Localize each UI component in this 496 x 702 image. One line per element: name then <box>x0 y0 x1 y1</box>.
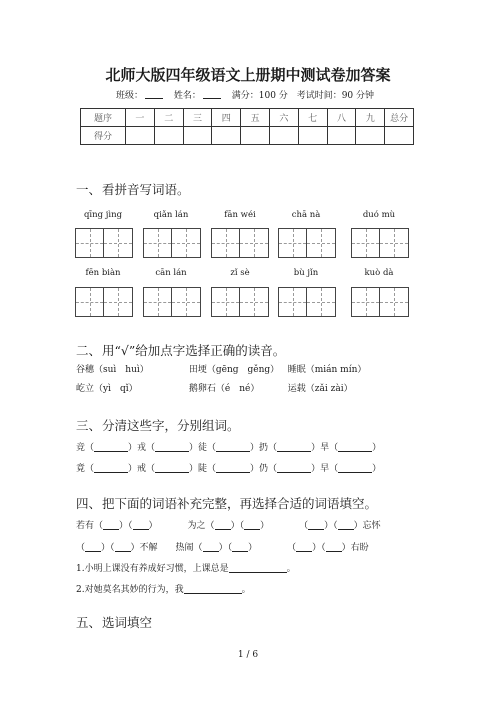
score-header-cell: 八 <box>327 109 356 127</box>
score-table-header-row <box>81 109 414 127</box>
section-number: 二、 <box>76 343 102 358</box>
score-cell[interactable] <box>327 127 356 145</box>
answer-blank[interactable] <box>338 463 372 473</box>
word-group-row <box>76 440 381 453</box>
score-cell[interactable] <box>241 127 270 145</box>
pinyin-prompt: fēn biàn <box>85 268 121 278</box>
tianzige-cell[interactable] <box>352 229 380 257</box>
char-prompt: ）仍（ <box>250 464 278 474</box>
score-header-cell: 二 <box>154 109 183 127</box>
score-cell[interactable] <box>154 127 183 145</box>
score-cell[interactable] <box>298 127 327 145</box>
reading-choice[interactable]: 鹅卵石（é né） <box>188 384 260 394</box>
word-group-row <box>76 461 381 474</box>
answer-blank[interactable] <box>155 463 189 473</box>
tianzige-box[interactable] <box>143 287 201 317</box>
pinyin-prompt: qiǎn lán <box>153 210 189 220</box>
tianzige-cell[interactable] <box>212 229 240 257</box>
idiom-blank[interactable] <box>326 542 342 552</box>
score-header-cell: 七 <box>298 109 327 127</box>
tianzige-cell[interactable] <box>76 288 104 316</box>
sentence-blank[interactable] <box>184 584 242 594</box>
section-number: 一、 <box>76 182 102 197</box>
sentence-text: 2.对她莫名其妙的行为，我 <box>76 585 184 595</box>
reading-choice[interactable]: 田埂（gēng gěng） <box>188 365 280 375</box>
pinyin-prompt: chā nà <box>291 210 321 220</box>
answer-blank[interactable] <box>216 463 250 473</box>
tianzige-cell[interactable] <box>279 288 307 316</box>
idiom-text: ）不解 <box>130 543 158 553</box>
answer-blank[interactable] <box>155 442 189 452</box>
tianzige-cell[interactable] <box>144 229 172 257</box>
tianzige-cell[interactable] <box>104 288 132 316</box>
score-cell[interactable] <box>183 127 212 145</box>
page-number: 1 / 6 <box>237 650 259 660</box>
section-title: 把下面的词语补充完整，再选择合适的词语填空。 <box>102 496 378 511</box>
char-prompt: 竟（ <box>76 464 95 474</box>
idiom-text: ）（ <box>119 521 133 531</box>
section-4-heading <box>76 494 377 512</box>
pinyin-prompt: fān wéi <box>224 210 256 220</box>
tianzige-cell[interactable] <box>352 288 380 316</box>
sentence-blank[interactable] <box>229 563 287 573</box>
score-cell[interactable] <box>385 127 414 145</box>
exam-meta <box>0 88 496 101</box>
tianzige-box[interactable] <box>351 287 409 317</box>
char-prompt: 竞（ <box>76 443 95 453</box>
exam-time: 考试时间：90 分钟 <box>296 91 375 101</box>
answer-blank[interactable] <box>277 463 311 473</box>
score-header-cell: 六 <box>269 109 298 127</box>
score-header-cell: 总分 <box>385 109 414 127</box>
pinyin-prompt: zǐ sè <box>230 268 250 278</box>
idiom-text: ）（ <box>312 543 326 553</box>
idiom-text: （ <box>76 543 86 553</box>
idiom-text: 为之（ <box>187 521 215 531</box>
idiom-blank[interactable] <box>203 542 219 552</box>
score-header-cell: 五 <box>241 109 270 127</box>
idiom-text: ）忘怀 <box>353 521 381 531</box>
reading-choice-row <box>76 381 353 394</box>
pinyin-prompt: kuò dà <box>364 268 394 278</box>
idiom-text: ） <box>148 521 158 531</box>
idiom-blank[interactable] <box>85 542 101 552</box>
score-table-score-row <box>81 127 414 145</box>
tianzige-box[interactable] <box>211 287 269 317</box>
score-table <box>80 108 414 145</box>
idiom-text: ）（ <box>324 521 338 531</box>
score-header-cell: 三 <box>183 109 212 127</box>
section-title: 选词填空 <box>102 615 153 630</box>
sentence-text: 1.小明上课没有养成好习惯，上课总是 <box>76 564 229 574</box>
score-cell[interactable] <box>269 127 298 145</box>
section-5-heading <box>76 613 152 631</box>
section-title: 分清这些字，分别组词。 <box>102 418 240 433</box>
answer-blank[interactable] <box>338 442 372 452</box>
tianzige-cell[interactable] <box>104 229 132 257</box>
tianzige-box[interactable] <box>75 287 133 317</box>
tianzige-cell[interactable] <box>240 229 268 257</box>
tianzige-cell[interactable] <box>307 229 335 257</box>
idiom-row <box>76 518 381 531</box>
tianzige-cell[interactable] <box>380 229 408 257</box>
char-prompt: ）扔（ <box>250 443 278 453</box>
tianzige-cell[interactable] <box>212 288 240 316</box>
tianzige-box[interactable] <box>351 228 409 258</box>
tianzige-cell[interactable] <box>76 229 104 257</box>
class-label: 班级： <box>115 91 143 101</box>
tianzige-cell[interactable] <box>240 288 268 316</box>
tianzige-cell[interactable] <box>172 288 200 316</box>
section-title: 用“√”给加点字选择正确的读音。 <box>102 343 286 358</box>
idiom-text: ） <box>260 521 270 531</box>
idiom-blank[interactable] <box>115 542 131 552</box>
section-number: 四、 <box>76 496 102 511</box>
char-prompt: ）旱（ <box>311 443 339 453</box>
tianzige-cell[interactable] <box>307 288 335 316</box>
reading-choice[interactable]: 谷穗（suì huì） <box>76 365 149 375</box>
char-prompt: ）早（ <box>311 464 339 474</box>
answer-blank[interactable] <box>277 442 311 452</box>
reading-choice[interactable]: 运载（zǎi zài） <box>287 384 353 394</box>
tianzige-cell[interactable] <box>279 229 307 257</box>
score-cell[interactable] <box>126 127 155 145</box>
tianzige-box[interactable] <box>143 228 201 258</box>
score-header-cell: 一 <box>126 109 155 127</box>
idiom-text: ）（ <box>101 543 115 553</box>
answer-blank[interactable] <box>216 442 250 452</box>
reading-choice[interactable]: 屹立（yì qǐ） <box>76 384 138 394</box>
fill-sentence <box>76 582 251 595</box>
score-header-cell: 九 <box>356 109 385 127</box>
answer-blank[interactable] <box>94 463 128 473</box>
name-label: 姓名： <box>173 91 201 101</box>
idiom-text: ）右盼 <box>341 543 369 553</box>
score-row-label: 得分 <box>81 127 126 145</box>
name-blank[interactable] <box>203 90 221 99</box>
idiom-text: （ <box>299 521 309 531</box>
idiom-text: ） <box>248 543 258 553</box>
answer-blank[interactable] <box>94 442 128 452</box>
reading-choice[interactable]: 睡眠（mián mín） <box>287 365 367 375</box>
score-cell[interactable] <box>212 127 241 145</box>
sentence-text: 。 <box>286 564 296 574</box>
pinyin-prompt: bù jǐn <box>293 268 319 278</box>
section-number: 三、 <box>76 418 102 433</box>
char-prompt: ）戎（ <box>128 443 156 453</box>
char-prompt: ）陡（ <box>189 464 217 474</box>
idiom-blank[interactable] <box>296 542 312 552</box>
char-prompt: ） <box>372 464 382 474</box>
char-prompt: ） <box>372 443 382 453</box>
idiom-text: ）（ <box>218 543 233 553</box>
idiom-text: ）（ <box>230 521 245 531</box>
idiom-blank[interactable] <box>232 542 248 552</box>
section-3-heading <box>76 416 240 434</box>
tianzige-cell[interactable] <box>172 229 200 257</box>
idiom-text: 热闹（ <box>175 543 203 553</box>
idiom-blank[interactable] <box>215 520 231 530</box>
tianzige-box[interactable] <box>278 287 336 317</box>
reading-choice-row <box>76 362 366 375</box>
pinyin-prompt: qīng jìng <box>83 210 123 220</box>
score-header-cell: 四 <box>212 109 241 127</box>
tianzige-cell[interactable] <box>144 288 172 316</box>
page-title: 北师大版四年级语文上册期中测试卷加答案 <box>105 66 391 84</box>
idiom-text: （ <box>287 543 297 553</box>
idiom-blank[interactable] <box>244 520 260 530</box>
idiom-blank[interactable] <box>133 520 149 530</box>
char-prompt: ）徒（ <box>189 443 217 453</box>
section-1-heading <box>76 180 190 198</box>
idiom-text: 若有（ <box>76 521 104 531</box>
pinyin-prompt: cān lán <box>155 268 187 278</box>
idiom-blank[interactable] <box>338 520 354 530</box>
tianzige-box[interactable] <box>211 228 269 258</box>
full-score: 满分：100 分 <box>231 91 288 101</box>
idiom-blank[interactable] <box>103 520 119 530</box>
tianzige-box[interactable] <box>278 228 336 258</box>
section-title: 看拼音写词语。 <box>102 182 190 197</box>
tianzige-cell[interactable] <box>380 288 408 316</box>
score-cell[interactable] <box>356 127 385 145</box>
char-prompt: ）戒（ <box>128 464 156 474</box>
sentence-text: 。 <box>241 585 251 595</box>
section-2-heading <box>76 341 285 359</box>
score-header-cell: 题序 <box>81 109 126 127</box>
fill-sentence <box>76 561 296 574</box>
section-number: 五、 <box>76 615 102 630</box>
idiom-blank[interactable] <box>308 520 324 530</box>
idiom-row <box>76 540 369 553</box>
class-blank[interactable] <box>145 90 163 99</box>
pinyin-prompt: duó mù <box>362 210 396 220</box>
tianzige-box[interactable] <box>75 228 133 258</box>
